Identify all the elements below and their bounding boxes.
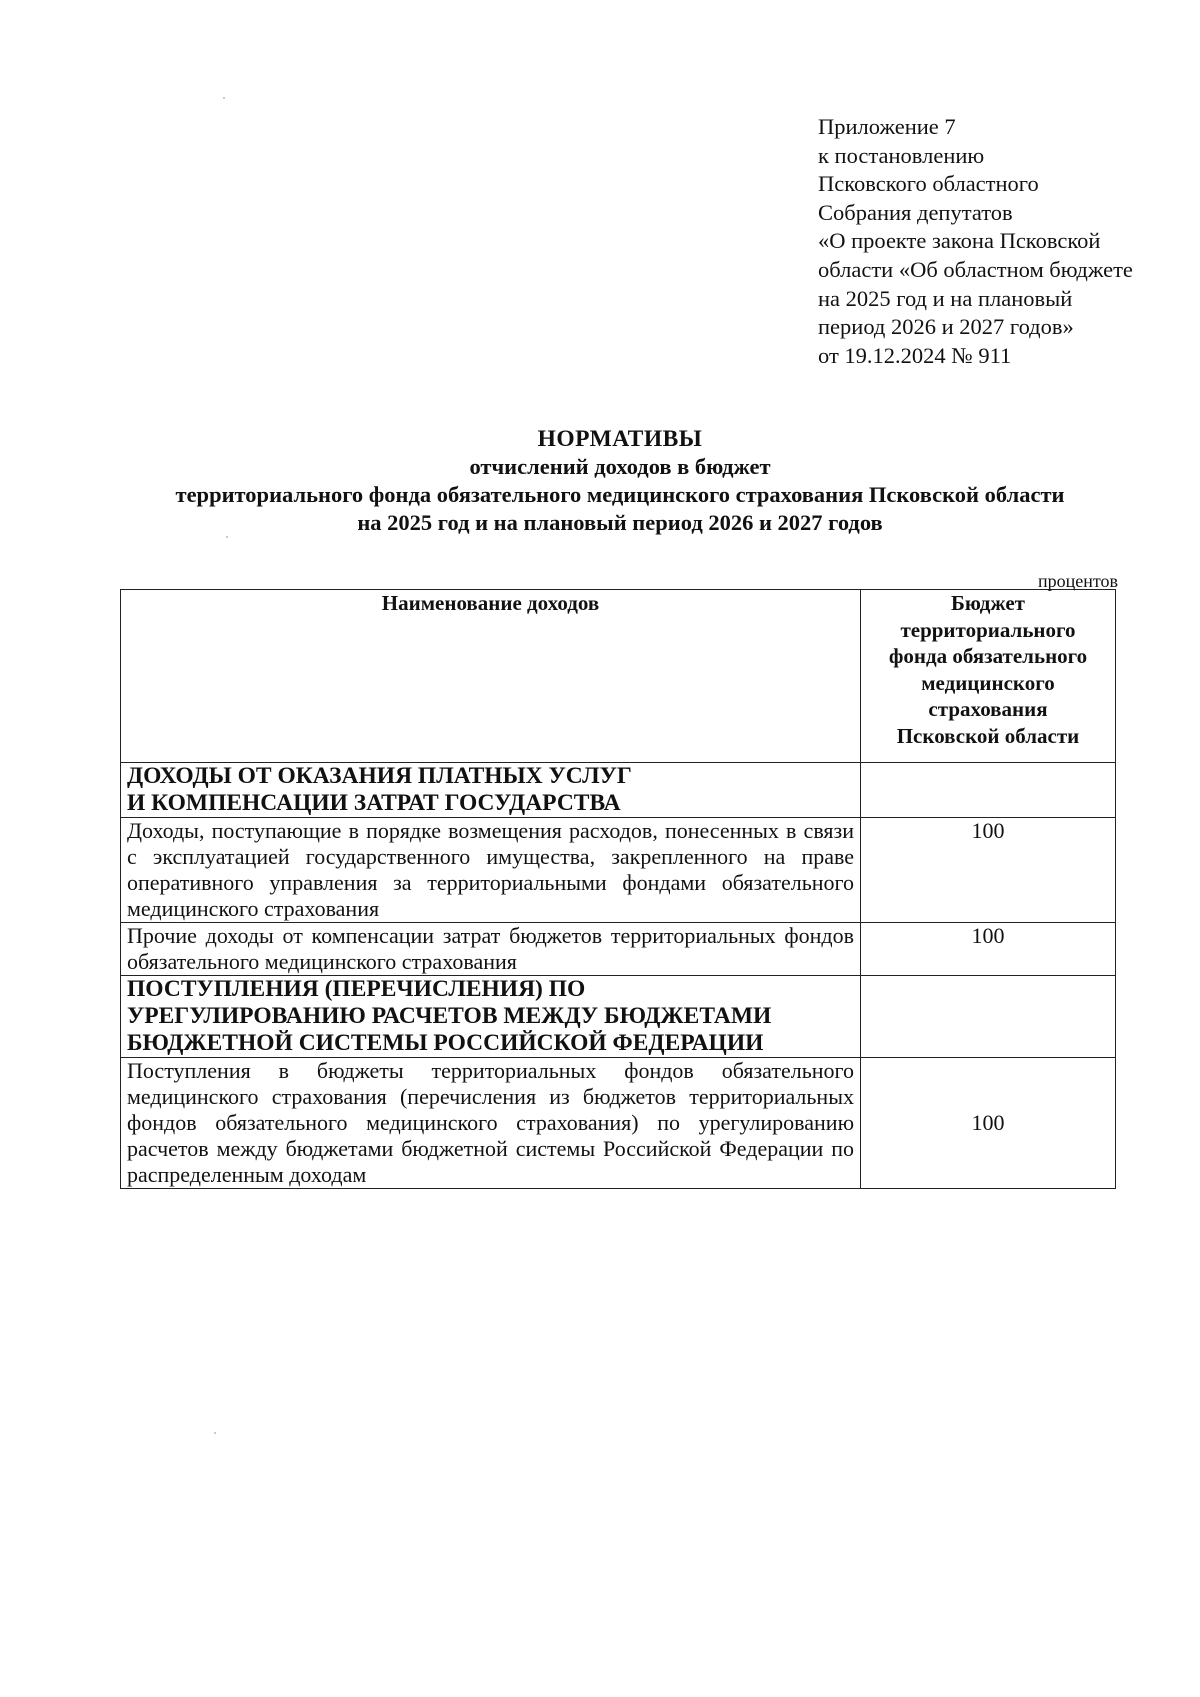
title-line-2: отчислений доходов в бюджет xyxy=(469,454,771,479)
appendix-line: от 19.12.2024 № 911 xyxy=(818,342,1012,368)
header-budget-line: медицинского xyxy=(921,670,1055,695)
appendix-line: области «Об областном бюджете xyxy=(818,256,1133,282)
table-row xyxy=(121,1058,1116,1189)
title-main: НОРМАТИВЫ xyxy=(537,426,703,452)
appendix-line: период 2026 и 2027 годов» xyxy=(818,314,1074,340)
appendix-line: Собрания депутатов xyxy=(818,199,1013,225)
section-title-line: ПОСТУПЛЕНИЯ (ПЕРЕЧИСЛЕНИЯ) ПО xyxy=(127,976,586,1002)
section-title-line: УРЕГУЛИРОВАНИЮ РАСЧЕТОВ МЕЖДУ БЮДЖЕТАМИ xyxy=(127,1003,772,1029)
section-title xyxy=(121,976,861,1058)
scan-speck xyxy=(214,1432,216,1434)
scan-speck xyxy=(223,97,225,99)
units-label: процентов xyxy=(1037,571,1118,591)
income-norm-value: 100 xyxy=(861,818,1116,923)
income-norm-value: 100 xyxy=(861,1058,1116,1189)
header-income-name: Наименование доходов xyxy=(121,590,861,763)
appendix-line: Псковского областного xyxy=(818,171,1039,197)
appendix-line: Приложение 7 xyxy=(818,114,956,139)
header-budget-line: территориального xyxy=(900,617,1076,642)
scan-speck xyxy=(226,536,228,538)
header-budget-line: фонда обязательного xyxy=(888,644,1088,669)
table-row xyxy=(121,818,1116,923)
section-value xyxy=(861,763,1116,818)
income-name: Доходы, поступающие в порядке возмещения расходов, понесенных в связи с эксплуатацией государственного имущества, закрепленного на праве оперативного управления за территориальными фондами обязательного медицинского страхования xyxy=(121,818,861,923)
table-row xyxy=(121,923,1116,976)
table-header-row xyxy=(121,590,1116,763)
table-row-section xyxy=(121,976,1116,1058)
income-name: Поступления в бюджеты территориальных фондов обязательного медицинского страхования (перечисления из бюджетов территориальных фондов обязательного медицинского страхования) по урегулированию расчетов между бюджетами бюджетной системы Российской Федерации по распределенным доходам xyxy=(121,1058,861,1189)
appendix-line: на 2025 год и на плановый xyxy=(818,285,1073,311)
title-line-3: территориального фонда обязательного медицинского страхования Псковской области xyxy=(175,482,1065,507)
section-title-line: ДОХОДЫ ОТ ОКАЗАНИЯ ПЛАТНЫХ УСЛУГ xyxy=(127,763,632,789)
section-title-line: И КОМПЕНСАЦИИ ЗАТРАТ ГОСУДАРСТВА xyxy=(127,790,621,816)
income-norm-value: 100 xyxy=(861,923,1116,976)
header-budget-line: Псковской области xyxy=(896,723,1080,748)
header-budget-line: Бюджет xyxy=(951,591,1025,615)
table-row-section xyxy=(121,763,1116,818)
appendix-line: «О проекте закона Псковской xyxy=(818,228,1101,254)
section-title-line: БЮДЖЕТНОЙ СИСТЕМЫ РОССИЙСКОЙ ФЕДЕРАЦИИ xyxy=(127,1030,764,1056)
norms-table xyxy=(120,589,1116,1189)
document-title xyxy=(120,425,1120,537)
appendix-line: к постановлению xyxy=(818,142,985,168)
section-title xyxy=(121,763,861,818)
income-name: Прочие доходы от компенсации затрат бюджетов территориальных фондов обязательного медицинского страхования xyxy=(121,923,861,976)
appendix-reference xyxy=(818,113,1178,370)
header-budget-line: страхования xyxy=(928,697,1048,722)
section-value xyxy=(861,976,1116,1058)
header-budget xyxy=(861,590,1116,763)
title-line-4: на 2025 год и на плановый период 2026 и 2027 годов xyxy=(357,510,883,535)
